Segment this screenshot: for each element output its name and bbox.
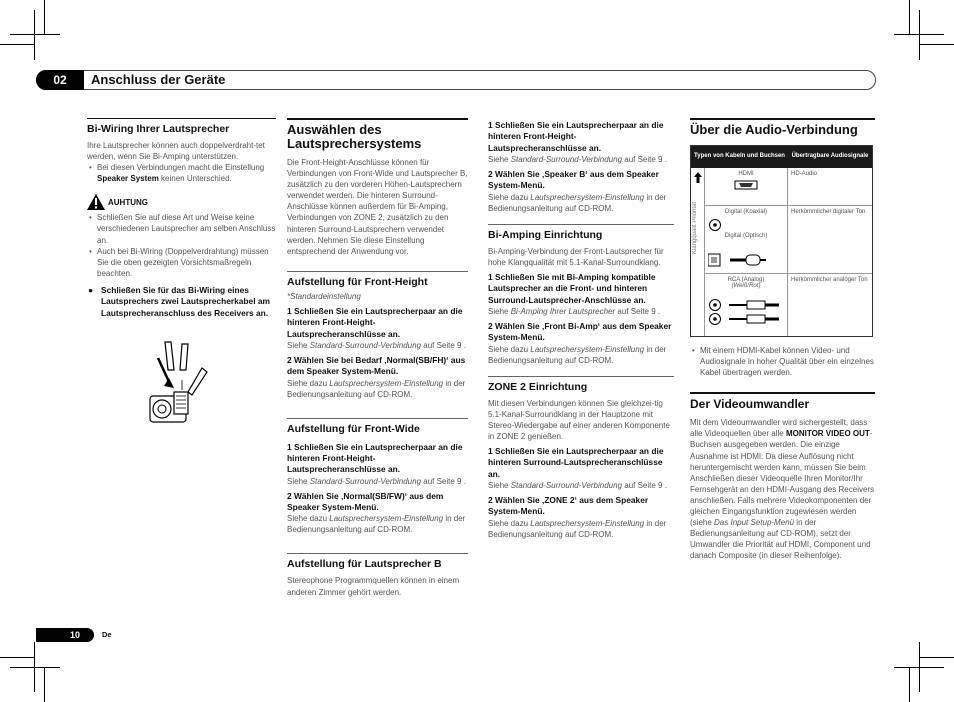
- step: 2 Wählen Sie ‚Speaker B‘ aus dem Speaker System-Menü.: [488, 168, 659, 191]
- step: 2 Wählen Sie bei Bedarf ‚Normal(SB/FH)‘ aus dem Speaker System-Menü.: [287, 354, 466, 377]
- priority-label: Klangqualit Priorität: [692, 202, 698, 255]
- table-header-cell: Übertragbare Audiosignale: [791, 153, 869, 160]
- chapter-number: 02: [36, 70, 84, 90]
- optical-jack-icon: [708, 252, 768, 268]
- table-row: [705, 206, 872, 274]
- crop-mark: [0, 44, 34, 45]
- bi-wiring-illustration: [140, 340, 235, 435]
- caution-header: [87, 194, 276, 210]
- table-row: [705, 168, 872, 206]
- step: 2 Wählen Sie ‚Normal(SB/FW)‘ aus dem Speaker System-Menü.: [287, 490, 444, 512]
- reference: Siehe Bi-Amping Ihrer Lautsprecher auf Seite 9 .: [488, 306, 661, 316]
- crop-mark: [920, 657, 954, 658]
- priority-column: [691, 168, 705, 336]
- section-heading: Auswählen des Lautsprechersystems: [287, 118, 468, 151]
- step: 1 Schließen Sie ein Lautsprecherpaar an die hinteren Front-Height-Lautsprecheranschlüsse an.: [287, 305, 463, 339]
- table-cell: [705, 168, 788, 205]
- crop-mark: [44, 668, 45, 702]
- subsection-heading: Aufstellung für Lautsprecher B: [287, 553, 468, 571]
- section-heading: Der Videoumwandler: [690, 392, 875, 411]
- paragraph: Mit diesen Verbindungen können Sie gleichzei-tig 5.1-Kanal-Surroundklang in der Hauptzone mit Stereo-Wiedergabe auf einer anderen Komponente in ZONE 2 genießen.: [488, 398, 670, 441]
- reference: Siehe Standard-Surround-Verbindung auf Seite 9 .: [488, 154, 667, 164]
- crop-mark: [894, 667, 944, 668]
- column-setup: [488, 120, 674, 540]
- bullet-item: • Auch bei Bi-Wiring (Doppelverdrahtung) müssen Sie die oben gezeigten Vorsichtsmaßregeln beachten.: [87, 246, 276, 279]
- bullet-item: • Schließen Sie auf diese Art und Weise keine verschiedenen Lautsprecher am selben Anschluss an.: [87, 212, 276, 245]
- subsection-heading: Aufstellung für Front-Wide: [287, 418, 468, 436]
- crop-mark: [10, 34, 60, 35]
- column-bi-wiring: [87, 118, 276, 319]
- table-cell: [705, 206, 788, 273]
- crop-mark: [10, 667, 60, 668]
- paragraph: Ihre Lautsprecher können auch doppelverdraht-tet werden, wenn Sie Bi-Amping unterstützen.: [87, 141, 265, 162]
- warning-icon: [87, 194, 105, 210]
- step: 1 Schließen Sie ein Lautsprecherpaar an die hinteren Front-Height-Lautsprecheranschlüsse an.: [287, 441, 463, 475]
- chapter-title: Anschluss der Geräte: [91, 72, 226, 87]
- table-cell: [705, 274, 788, 336]
- bullet-dot-icon: ●: [88, 284, 94, 295]
- step: 1 Schließen Sie ein Lautsprecherpaar an die hinteren Surround-Lautsprecheranschlüsse an.: [488, 446, 664, 479]
- reference: Siehe dazu Lautsprechersystem-Einstellung in der Bedienungsanleitung auf CD-ROM.: [287, 378, 466, 399]
- paragraph: Bi-Amping-Verbindung der Front-Lautsprecher für hohe Klangqualität mit 5.1-Kanal-Surroundklang.: [488, 246, 664, 267]
- table-body: [691, 168, 872, 336]
- subsection-heading: Bi-Amping Einrichtung: [488, 224, 674, 242]
- subsection-heading: Aufstellung für Front-Height: [287, 271, 468, 289]
- arrow-up-icon: [694, 172, 702, 183]
- crop-mark: [0, 657, 34, 658]
- table-cell: Herkömmlicher digitaler Ton: [791, 209, 866, 215]
- reference: Siehe Standard-Surround-Verbindung auf Seite 9 .: [287, 476, 466, 486]
- coaxial-jack-icon: [708, 218, 722, 232]
- reference: Siehe dazu Lautsprechersystem-Einstellung in der Bedienungsanleitung auf CD-ROM.: [488, 192, 667, 213]
- reference: Siehe Standard-Surround-Verbindung auf Seite 9 .: [287, 340, 466, 350]
- crop-mark: [34, 10, 35, 60]
- rca-jack-icon: [708, 298, 722, 326]
- crop-mark: [919, 10, 920, 60]
- audio-connection-table: [690, 145, 873, 337]
- table-header-cell: Typen von Kabeln und Buchsen: [694, 153, 785, 160]
- crop-mark: [44, 0, 45, 34]
- page-number: 10: [36, 628, 94, 642]
- default-note: *Standardeinstellung: [287, 291, 361, 301]
- cable-type: Digital (Koaxial): [724, 209, 767, 215]
- hdmi-connector-icon: [734, 180, 758, 190]
- caution-label: AUHTUNG: [108, 197, 148, 207]
- table-cell: HD-Audio: [791, 171, 818, 177]
- cable-color-note: (Weiß/Rot): [731, 283, 761, 289]
- reference: Siehe dazu Lautsprechersystem-Einstellung in der Bedienungsanleitung auf CD-ROM.: [488, 344, 667, 365]
- table-header: [691, 146, 872, 168]
- section-heading: Bi-Wiring Ihrer Lautsprecher: [87, 118, 276, 136]
- reference: Siehe dazu Lautsprechersystem-Einstellung in der Bedienungsanleitung auf CD-ROM.: [488, 518, 667, 539]
- step: 2 Wählen Sie ‚Front Bi-Amp‘ aus dem Speaker System-Menü.: [488, 320, 672, 343]
- crop-mark: [920, 44, 954, 45]
- reference: Siehe Standard-Surround-Verbindung auf Seite 9 .: [488, 480, 667, 490]
- paragraph: Die Front-Height-Anschlüsse können für Verbindungen von Front-Wide und Lautsprecher B, zusätzlich zu den vorderen Höhen-Lautsprechern verwendet werden. Die hinteren Surround-Anschlüsse können außerdem für Bi-Amping, Verbindungen von ZONE 2, zusätzlich zu den hinteren Surround-Lautsprechern verwendet werden. Nehmen Sie diese Einstellung entsprechend der Anwendung vor.: [287, 158, 468, 256]
- crop-mark: [909, 668, 910, 702]
- step: 1 Schließen Sie ein Lautsprecherpaar an die hinteren Front-Height-Lautsprecheranschlüsse an.: [488, 120, 664, 153]
- crop-mark: [909, 0, 910, 34]
- paragraph: Mit dem Videoumwandler wird sichergestellt, dass alle Videoquellen über alle MONITOR VIDEO OUT-Buchsen ausgegeben werden. Die einzige Ausnahme ist HDMI: Da diese Auflösung nicht heruntergemischt werden kann, müssen Sie beim Anschließen dieser Videoquelle Ihren Monitor/Ihr Fernsehgerät an den HDMI-Ausgang des Receivers anschließen. Falls mehrere Videokomponenten der gleichen Eingangsfunktion zugewiesen werden (siehe Das Input Setup-Menü in der Bedienungsanleitung auf CD-ROM), setzt der Umwandler die Priorität auf HDMI, Component und danach Composite (in dieser Reihenfolge).: [690, 418, 875, 561]
- section-heading: Über die Audio-Verbindung: [690, 118, 875, 137]
- cable-type: HDMI: [738, 171, 754, 177]
- bullet-item: • Mit einem HDMI-Kabel können Video- und Audiosignale in hoher Qualität über ein einzelnes Kabel übertragen werden.: [690, 345, 875, 378]
- rca-plug-icon: [729, 298, 781, 326]
- table-rows: [705, 168, 872, 336]
- step: 2 Wählen Sie ‚ZONE 2‘ aus dem Speaker System-Menü.: [488, 495, 649, 517]
- subsection-heading: ZONE 2 Einrichtung: [488, 376, 674, 394]
- column-speaker-system: [287, 118, 468, 598]
- instruction: ● Schließen Sie für das Bi-Wiring eines Lautsprechers zwei Lautsprecherkabel am Lautsprecheranschluss des Receivers an.: [88, 284, 270, 318]
- bullet-item: • Bei diesen Verbindungen macht die Einstellung Speaker System keinen Unterschied.: [87, 162, 276, 184]
- cable-type: RCA (Analog): [727, 277, 765, 283]
- column-audio-video: [690, 118, 875, 562]
- table-row: [705, 274, 872, 336]
- table-cell: Herkömmlicher analoger Ton: [791, 277, 868, 283]
- step: 1 Schließen Sie mit Bi-Amping kompatible Lautsprecher an die Front- und hinteren Surround-Lautsprecher-Anschlüsse an.: [488, 271, 656, 305]
- cable-type: Digital (Optisch): [724, 233, 768, 239]
- language-code: De: [102, 630, 112, 639]
- paragraph: Stereophone Programmquellen können in einem anderen Zimmer gehört werden.: [287, 576, 460, 597]
- reference: Siehe dazu Lautsprechersystem-Einstellung in der Bedienungsanleitung auf CD-ROM.: [287, 514, 466, 535]
- crop-mark: [894, 34, 944, 35]
